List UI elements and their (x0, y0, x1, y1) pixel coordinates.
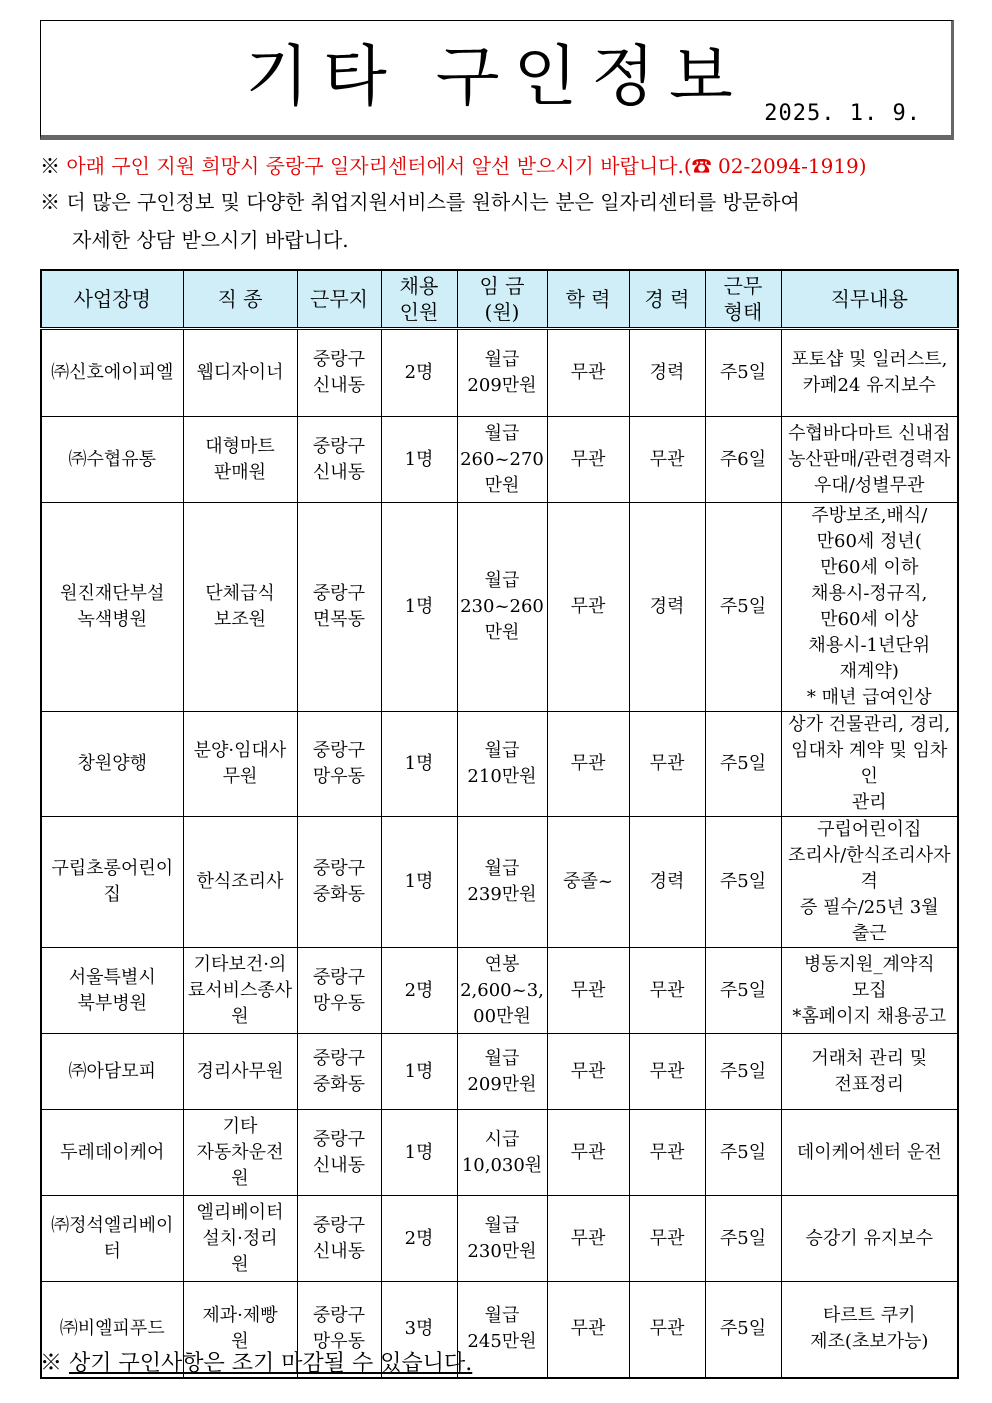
notice-visit-continued: 자세한 상담 받으시기 바랍니다. (72, 228, 349, 252)
cell-description: 거래처 관리 및 전표정리 (781, 1034, 958, 1110)
notice-visit-text: 더 많은 구인정보 및 다양한 취업지원서비스를 원하시는 분은 일자리센터를 방문하여 (66, 190, 800, 214)
cell-wage: 월급 230~260 만원 (457, 503, 547, 712)
cell-count: 2명 (381, 329, 457, 417)
cell-description: 승강기 유지보수 (781, 1196, 958, 1282)
header-type: 근무 형태 (705, 270, 781, 329)
cell-description: 병동지원_계약직 모집 *홈페이지 채용공고 (781, 948, 958, 1034)
cell-location: 중랑구 망우동 (297, 712, 381, 817)
cell-education: 무관 (547, 948, 629, 1034)
notice-mark: ※ (40, 154, 60, 178)
footer-note (40, 1346, 472, 1377)
cell-job: 대형마트 판매원 (183, 417, 297, 503)
table-row (41, 712, 958, 817)
cell-wage: 시급 10,030원 (457, 1110, 547, 1196)
notice-contact (40, 150, 867, 182)
cell-type: 주5일 (705, 1110, 781, 1196)
cell-company: ㈜신호에이피엘 (41, 329, 183, 417)
cell-company: ㈜정석엘리베이 터 (41, 1196, 183, 1282)
cell-experience: 경력 (629, 817, 705, 948)
cell-experience: 무관 (629, 417, 705, 503)
cell-count: 1명 (381, 1110, 457, 1196)
cell-count: 1명 (381, 1034, 457, 1110)
cell-count: 2명 (381, 1196, 457, 1282)
cell-wage: 월급 210만원 (457, 712, 547, 817)
notice-visit (40, 186, 800, 218)
header-experience: 경 력 (629, 270, 705, 329)
cell-description: 주방보조,배식/ 만60세 정년( 만60세 이하 채용시-정규직, 만60세 이상 채용시-1년단위 재계약) * 매년 급여인상 (781, 503, 958, 712)
cell-job: 단체급식 보조원 (183, 503, 297, 712)
cell-location: 중랑구 중화동 (297, 1034, 381, 1110)
cell-count: 2명 (381, 948, 457, 1034)
cell-education: 중졸~ (547, 817, 629, 948)
header-wage: 임 금 (원) (457, 270, 547, 329)
cell-company: 서울특별시 북부병원 (41, 948, 183, 1034)
cell-type: 주5일 (705, 817, 781, 948)
cell-experience: 무관 (629, 1196, 705, 1282)
table-row (41, 329, 958, 417)
cell-wage: 월급 230만원 (457, 1196, 547, 1282)
cell-education: 무관 (547, 1034, 629, 1110)
notice-contact-text: 아래 구인 지원 희망시 중랑구 일자리센터에서 알선 받으시기 바랍니다.(☎ 02-2094-1919) (66, 154, 867, 178)
header-company: 사업장명 (41, 270, 183, 329)
cell-type: 주5일 (705, 712, 781, 817)
table-row (41, 1196, 958, 1282)
cell-wage: 월급 245만원 (457, 1282, 547, 1378)
cell-experience: 무관 (629, 1110, 705, 1196)
cell-type: 주5일 (705, 948, 781, 1034)
cell-company: ㈜수협유통 (41, 417, 183, 503)
cell-wage: 월급 209만원 (457, 1034, 547, 1110)
cell-education: 무관 (547, 1110, 629, 1196)
table-row (41, 817, 958, 948)
cell-job: 경리사무원 (183, 1034, 297, 1110)
cell-experience: 무관 (629, 1034, 705, 1110)
cell-education: 무관 (547, 503, 629, 712)
cell-location: 중랑구 면목동 (297, 503, 381, 712)
cell-job: 기타보건·의 료서비스종사 원 (183, 948, 297, 1034)
cell-description: 포토샵 및 일러스트, 카페24 유지보수 (781, 329, 958, 417)
cell-company: 구립초롱어린이 집 (41, 817, 183, 948)
cell-description: 구립어린이집 조리사/한식조리사자격 증 필수/25년 3월 출근 (781, 817, 958, 948)
cell-type: 주5일 (705, 1282, 781, 1378)
cell-type: 주5일 (705, 503, 781, 712)
cell-count: 1명 (381, 817, 457, 948)
cell-count: 1명 (381, 417, 457, 503)
cell-job: 기타 자동차운전 원 (183, 1110, 297, 1196)
job-table (40, 269, 959, 1379)
cell-description: 상가 건물관리, 경리, 임대차 계약 및 임차인 관리 (781, 712, 958, 817)
header-count: 채용 인원 (381, 270, 457, 329)
table-header-row (41, 270, 958, 329)
cell-education: 무관 (547, 329, 629, 417)
cell-wage: 월급 209만원 (457, 329, 547, 417)
cell-education: 무관 (547, 1282, 629, 1378)
cell-location: 중랑구 신내동 (297, 1110, 381, 1196)
cell-location: 중랑구 신내동 (297, 329, 381, 417)
cell-description: 데이케어센터 운전 (781, 1110, 958, 1196)
cell-description: 타르트 쿠키 제조(초보가능) (781, 1282, 958, 1378)
publish-date: 2025. 1. 9. (764, 101, 921, 126)
cell-wage: 월급 239만원 (457, 817, 547, 948)
cell-location: 중랑구 중화동 (297, 817, 381, 948)
table-row (41, 1034, 958, 1110)
cell-experience: 무관 (629, 948, 705, 1034)
cell-job: 제과·제빵 원 (183, 1282, 297, 1378)
cell-job: 한식조리사 (183, 817, 297, 948)
cell-job: 엘리베이터 설치·정리 원 (183, 1196, 297, 1282)
cell-type: 주6일 (705, 417, 781, 503)
cell-experience: 무관 (629, 1282, 705, 1378)
cell-education: 무관 (547, 712, 629, 817)
cell-company: 두레데이케어 (41, 1110, 183, 1196)
footer-text: 상기 구인사항은 조기 마감될 수 있습니다. (69, 1351, 473, 1376)
cell-company: 창원양행 (41, 712, 183, 817)
header-job: 직 종 (183, 270, 297, 329)
cell-location: 중랑구 신내동 (297, 417, 381, 503)
cell-experience: 경력 (629, 329, 705, 417)
table-row (41, 503, 958, 712)
page-title: 기타 구인정보 (245, 38, 747, 115)
header-education: 학 력 (547, 270, 629, 329)
header-description: 직무내용 (781, 270, 958, 329)
cell-location: 중랑구 망우동 (297, 948, 381, 1034)
cell-description: 수협바다마트 신내점 농산판매/관련경력자 우대/성별무관 (781, 417, 958, 503)
cell-count: 1명 (381, 712, 457, 817)
cell-wage: 월급 260~270 만원 (457, 417, 547, 503)
cell-type: 주5일 (705, 1034, 781, 1110)
table-row (41, 1110, 958, 1196)
header-location: 근무지 (297, 270, 381, 329)
cell-company: ㈜아담모피 (41, 1034, 183, 1110)
cell-experience: 경력 (629, 503, 705, 712)
cell-company: ㈜비엘피푸드 (41, 1282, 183, 1378)
table-body (41, 329, 958, 1378)
table-row (41, 417, 958, 503)
cell-location: 중랑구 망우동 (297, 1282, 381, 1378)
cell-company: 원진재단부설 녹색병원 (41, 503, 183, 712)
notice-mark: ※ (40, 190, 60, 214)
cell-wage: 연봉 2,600~3, 00만원 (457, 948, 547, 1034)
title-box (40, 20, 954, 140)
cell-education: 무관 (547, 1196, 629, 1282)
cell-experience: 무관 (629, 712, 705, 817)
cell-job: 웹디자이너 (183, 329, 297, 417)
cell-location: 중랑구 신내동 (297, 1196, 381, 1282)
cell-type: 주5일 (705, 329, 781, 417)
cell-count: 1명 (381, 503, 457, 712)
cell-count: 3명 (381, 1282, 457, 1378)
cell-job: 분양·임대사 무원 (183, 712, 297, 817)
cell-type: 주5일 (705, 1196, 781, 1282)
cell-education: 무관 (547, 417, 629, 503)
footer-mark: ※ (40, 1351, 63, 1376)
table-row (41, 948, 958, 1034)
